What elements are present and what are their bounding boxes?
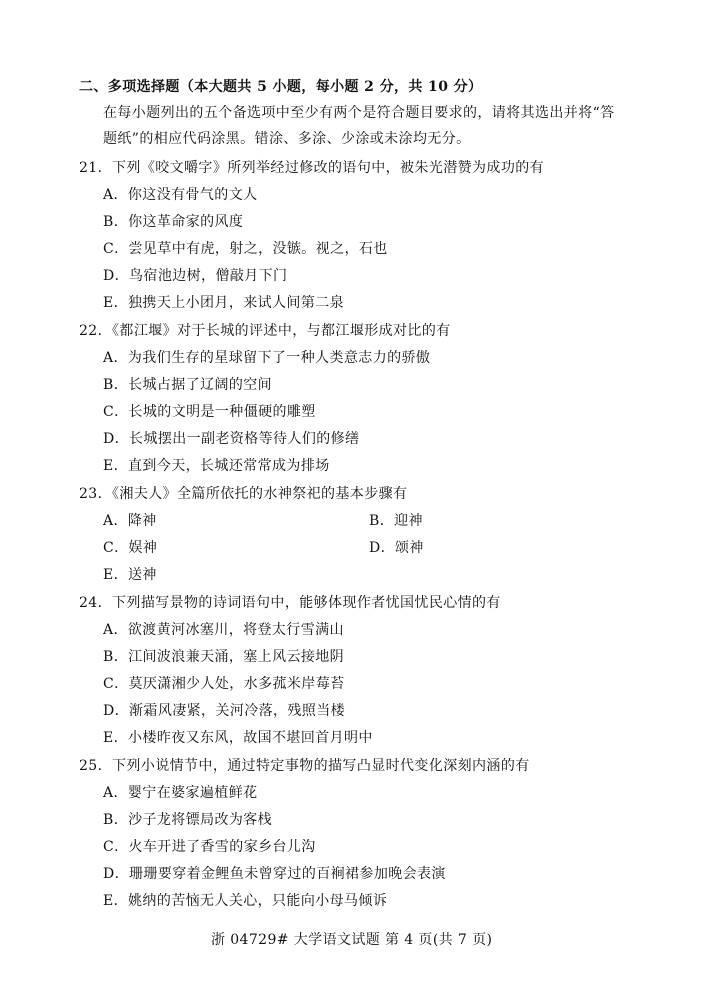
question-24-stem: 24．下列描写景物的诗词语句中，能够体现作者忧国忧民心情的有: [79, 595, 501, 611]
question-25-option-c: C．火车开进了香雪的家乡台儿沟: [103, 839, 316, 855]
question-23-option-d: D．颂神: [369, 540, 424, 556]
question-22-option-a: A．为我们生存的星球留下了一种人类意志力的骄傲: [103, 350, 431, 366]
question-23-option-c: C．娱神: [103, 540, 158, 556]
instruction-line-1: 在每小题列出的五个备选项中至少有两个是符合题目要求的，请将其选出并将“答: [103, 105, 615, 121]
question-22-option-b: B．长城占据了辽阔的空间: [103, 377, 273, 393]
question-21-option-b: B．你这革命家的风度: [103, 214, 244, 230]
question-25-option-e: E．姚纳的苦恼无人关心，只能向小母马倾诉: [103, 893, 388, 909]
instruction-line-2: 题纸”的相应代码涂黑。错涂、多涂、少涂或未涂均无分。: [103, 131, 471, 147]
question-21-option-d: D．鸟宿池边树，僧敲月下门: [103, 268, 288, 284]
question-22-stem: 22．《都江堰》对于长城的评述中，与都江堰形成对比的有: [79, 323, 451, 339]
question-22-option-e: E．直到今天，长城还常常成为排场: [103, 458, 330, 474]
question-24-option-e: E．小楼昨夜又东风，故国不堪回首月明中: [103, 730, 373, 746]
question-25-option-d: D．珊珊要穿着金鲤鱼未曾穿过的百裥裙参加晚会表演: [103, 866, 446, 882]
question-25-option-a: A．婴宁在婆家遍植鲜花: [103, 785, 258, 801]
question-25-option-b: B．沙子龙将镖局改为客栈: [103, 812, 273, 828]
section-heading: 二、多项选择题（本大题共 5 小题，每小题 2 分，共 10 分）: [79, 79, 483, 95]
question-21-stem: 21．下列《咬文嚼字》所列举经过修改的语句中，被朱光潜赞为成功的有: [79, 160, 545, 176]
question-21-option-c: C．尝见草中有虎，射之，没镞。视之，石也: [103, 241, 388, 257]
question-23-option-e: E．送神: [103, 567, 157, 583]
question-23-stem: 23．《湘夫人》全篇所依托的水神祭祀的基本步骤有: [79, 486, 408, 502]
question-24-option-b: B．江间波浪兼天涌，塞上风云接地阴: [103, 649, 345, 665]
question-24-option-d: D．渐霜风凄紧，关河冷落，残照当楼: [103, 703, 346, 719]
question-23-option-a: A．降神: [103, 513, 157, 529]
question-21-option-a: A．你这没有骨气的文人: [103, 187, 258, 203]
question-25-stem: 25．下列小说情节中，通过特定事物的描写凸显时代变化深刻内涵的有: [79, 758, 530, 774]
page-footer: 浙 04729# 大学语文试题 第 4 页(共 7 页): [211, 932, 493, 948]
question-22-option-d: D．长城摆出一副老资格等待人们的修缮: [103, 431, 360, 447]
question-22-option-c: C．长城的文明是一种僵硬的雕塑: [103, 404, 316, 420]
question-23-option-b: B．迎神: [369, 513, 423, 529]
question-24-option-a: A．欲渡黄河冰塞川，将登太行雪满山: [103, 622, 344, 638]
question-21-option-e: E．独携天上小团月，来试人间第二泉: [103, 295, 345, 311]
question-24-option-c: C．莫厌潇湘少人处，水多菰米岸莓苔: [103, 676, 345, 692]
